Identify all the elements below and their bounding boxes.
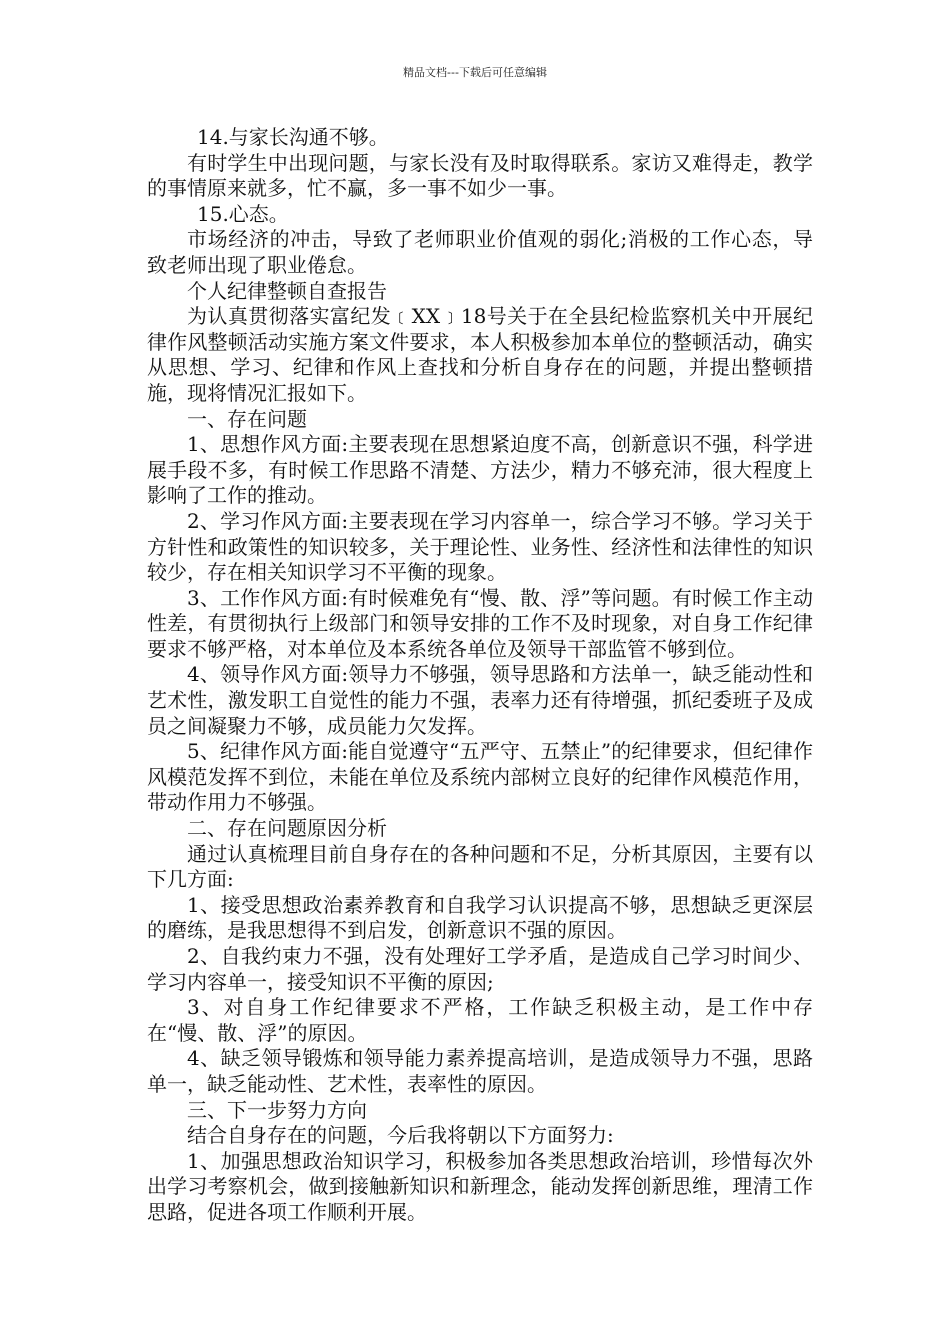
paragraph: 2、学习作风方面:主要表现在学习内容单一，综合学习不够。学习关于方针性和政策性的知识较多，关于理论性、业务性、经济性和法律性的知识较少，存在相关知识学习不平衡的现象。 xyxy=(147,508,813,585)
paragraph: 结合自身存在的问题，今后我将朝以下方面努力: xyxy=(187,1123,614,1148)
paragraph: 5、纪律作风方面:能自觉遵守“五严守、五禁止”的纪律要求，但纪律作风模范发挥不到位，未能在单位及系统内部树立良好的纪律作风模范作用，带动作用力不够强。 xyxy=(147,739,813,815)
paragraph-heading: 15.心态。 xyxy=(197,201,289,226)
paragraph: 3、工作作风方面:有时候难免有“慢、散、浮”等问题。有时候工作主动性差，有贯彻执行上级部门和领导安排的工作不及时现象，对自身工作纪律要求不够严格，对本单位及本系统各单位及领导干部监管不够到位。 xyxy=(147,585,813,661)
paragraph-heading: 14.与家长沟通不够。 xyxy=(197,125,389,149)
paragraph: 1、思想作风方面:主要表现在思想紧迫度不高，创新意识不强，科学进展手段不多，有时候工作思路不清楚、方法少，精力不够充沛，很大程度上影响了工作的推动。 xyxy=(147,432,813,508)
paragraph: 3、对自身工作纪律要求不严格，工作缺乏积极主动，是工作中存在“慢、散、浮”的原因。 xyxy=(147,995,813,1045)
section-heading: 一、存在问题 xyxy=(187,406,307,431)
paragraph: 4、领导作风方面:领导力不够强，领导思路和方法单一，缺乏能动性和艺术性，激发职工自觉性的能力不强，表率力还有待增强，抓纪委班子及成员之间凝聚力不够，成员能力欠发挥。 xyxy=(147,662,813,738)
section-heading: 二、存在问题原因分析 xyxy=(187,816,387,841)
paragraph: 2、自我约束力不强，没有处理好工学矛盾，是造成自己学习时间少、学习内容单一，接受知识不平衡的原因; xyxy=(147,944,813,994)
section-heading: 三、下一步努力方向 xyxy=(187,1097,367,1122)
paragraph: 有时学生中出现问题，与家长没有及时取得联系。家访又难得走，教学的事情原来就多，忙不赢，多一事不如少一事。 xyxy=(147,150,813,201)
paragraph: 通过认真梳理目前自身存在的各种问题和不足，分析其原因，主要有以下几方面: xyxy=(147,841,813,892)
paragraph: 4、缺乏领导锻炼和领导能力素养提高培训，是造成领导力不强，思路单一，缺乏能动性、艺术性，表率性的原因。 xyxy=(147,1046,813,1096)
paragraph: 1、加强思想政治知识学习，积极参加各类思想政治培训，珍惜每次外出学习考察机会，做到接触新知识和新理念，能动发挥创新思维，理清工作思路，促进各项工作顺利开展。 xyxy=(147,1148,813,1224)
document-body xyxy=(147,125,813,1226)
paragraph: 为认真贯彻落实富纪发﹝XX﹞18号关于在全县纪检监察机关中开展纪律作风整顿活动实施方案文件要求，本人积极参加本单位的整顿活动，确实从思想、学习、纪律和作风上查找和分析自身存在的问题，并提出整顿措施，现将情况汇报如下。 xyxy=(147,304,813,405)
report-title: 个人纪律整顿自查报告 xyxy=(187,278,387,303)
page-header: 精品文档---下载后可任意编辑 xyxy=(403,66,547,79)
paragraph: 市场经济的冲击，导致了老师职业价值观的弱化;消极的工作心态，导致老师出现了职业倦怠。 xyxy=(147,227,813,277)
paragraph: 1、接受思想政治素养教育和自我学习认识提高不够，思想缺乏更深层的磨练，是我思想得不到启发，创新意识不强的原因。 xyxy=(147,892,813,943)
